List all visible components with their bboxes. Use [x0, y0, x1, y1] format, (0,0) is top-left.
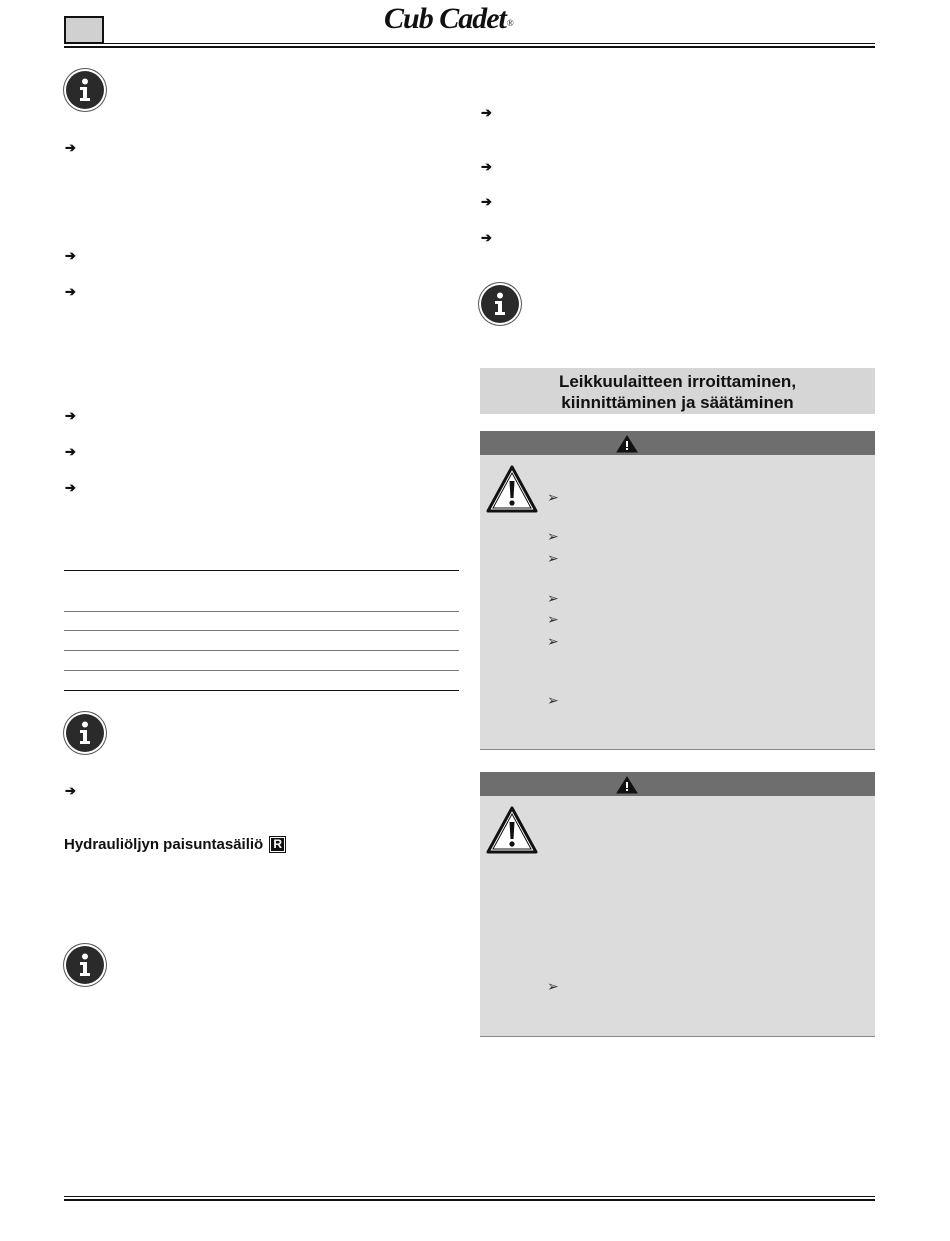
- reference-badge: R: [269, 836, 286, 853]
- header-rule: [64, 43, 875, 44]
- table-row-rule: [64, 650, 459, 651]
- page-number-box: [64, 16, 104, 44]
- footer-rule-thick: [64, 1199, 875, 1201]
- right-arrow-icon: ➔: [65, 140, 76, 155]
- warning-header-bar: [480, 431, 875, 455]
- warning-triangle-icon: [616, 776, 638, 794]
- info-icon: [66, 71, 104, 109]
- table-row-rule: [64, 611, 459, 612]
- right-arrow-icon: ➔: [65, 480, 76, 495]
- warning-triangle-icon: [616, 435, 638, 453]
- chevron-right-icon: ➢: [547, 611, 559, 627]
- info-icon: [481, 285, 519, 323]
- warning-body: [480, 796, 875, 1037]
- section-title-line: kiinnittäminen ja säätäminen: [561, 393, 794, 412]
- warning-body: [480, 455, 875, 750]
- section-title-line: Leikkuulaitteen irroittaminen,: [558, 372, 797, 391]
- chevron-right-icon: ➢: [547, 550, 559, 566]
- chevron-right-icon: ➢: [547, 978, 559, 994]
- chevron-right-icon: ➢: [547, 528, 559, 544]
- table-bottom-rule: [64, 690, 459, 691]
- right-arrow-icon: ➔: [65, 284, 76, 299]
- info-icon: [66, 946, 104, 984]
- header-rule-thick: [64, 46, 875, 48]
- chevron-right-icon: ➢: [547, 633, 559, 649]
- warning-header-bar: [480, 772, 875, 796]
- warning-triangle-icon: [486, 465, 538, 513]
- right-arrow-icon: ➔: [481, 105, 492, 120]
- chevron-right-icon: ➢: [547, 692, 559, 708]
- chevron-right-icon: ➢: [547, 489, 559, 505]
- section-title-box: [480, 368, 875, 414]
- footer-rule: [64, 1196, 875, 1197]
- section-subheading: Hydrauliöljyn paisuntasäiliö R: [64, 836, 286, 853]
- warning-triangle-icon: [486, 806, 538, 854]
- table-row-rule: [64, 630, 459, 631]
- chevron-right-icon: ➢: [547, 590, 559, 606]
- table-top-rule: [64, 570, 459, 571]
- right-arrow-icon: ➔: [65, 444, 76, 459]
- right-arrow-icon: ➔: [481, 194, 492, 209]
- info-icon: [66, 714, 104, 752]
- right-arrow-icon: ➔: [481, 230, 492, 245]
- table-row-rule: [64, 670, 459, 671]
- right-arrow-icon: ➔: [65, 783, 76, 798]
- right-arrow-icon: ➔: [481, 159, 492, 174]
- right-arrow-icon: ➔: [65, 248, 76, 263]
- right-arrow-icon: ➔: [65, 408, 76, 423]
- brand-logo: Cub Cadet®: [384, 2, 513, 35]
